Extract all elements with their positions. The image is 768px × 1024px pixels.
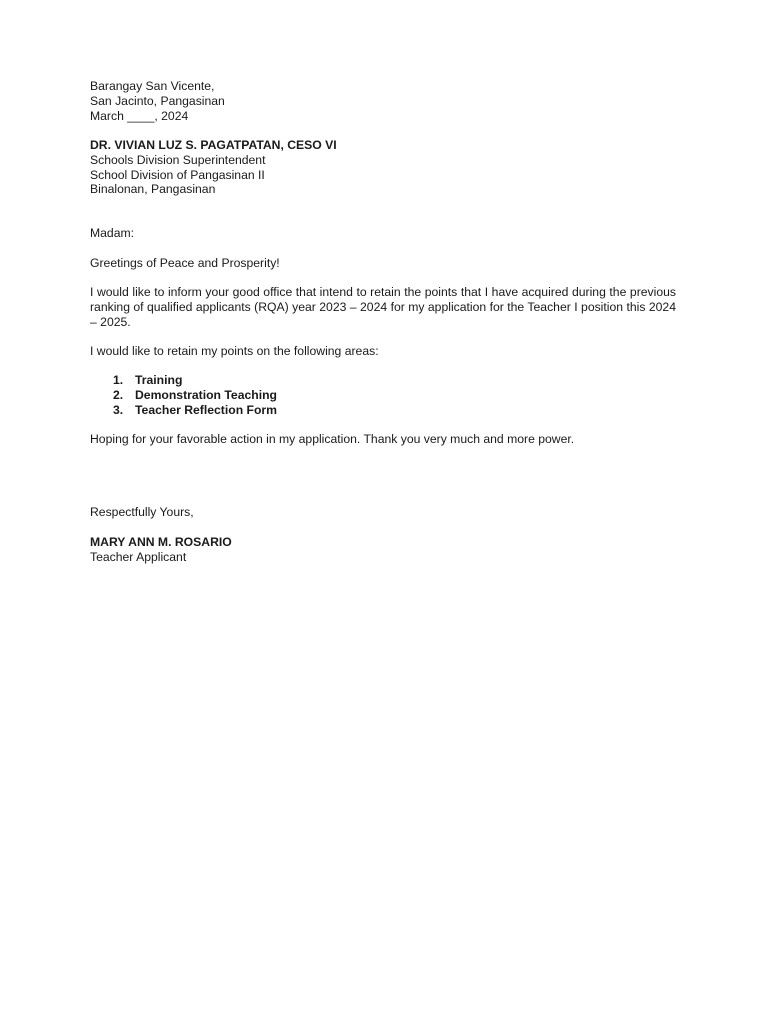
complimentary-close bbox=[90, 505, 676, 520]
list-item-number: 3. bbox=[113, 402, 124, 417]
areas-list bbox=[113, 373, 513, 417]
list-item-number: 2. bbox=[113, 387, 124, 402]
areas-intro bbox=[90, 344, 676, 359]
list-item bbox=[113, 403, 513, 418]
sender-address-line2: San Jacinto, Pangasinan bbox=[90, 93, 225, 108]
signature-block bbox=[90, 535, 676, 565]
closing-paragraph bbox=[90, 432, 676, 447]
sender-address-line1: Barangay San Vicente, bbox=[90, 79, 215, 93]
complimentary-close-text: Respectfully Yours, bbox=[90, 505, 194, 519]
sender-address bbox=[90, 79, 676, 123]
list-item-number: 1. bbox=[113, 373, 124, 387]
recipient-title: Schools Division Superintendent bbox=[90, 152, 266, 167]
list-item-label: Training bbox=[135, 373, 183, 387]
letter-date: March ____, 2024 bbox=[90, 108, 189, 123]
list-item-label: Teacher Reflection Form bbox=[135, 402, 277, 417]
recipient-name: DR. VIVIAN LUZ S. PAGATPATAN, CESO VI bbox=[90, 138, 337, 152]
body-paragraph: I would like to inform your good office that intend to retain the points that I have acquired during the previous ranking of qualified applicants (RQA) year 2023 – 2024 for my application for the Teacher I position this 2024 – 2025. bbox=[90, 285, 676, 329]
recipient-location: Binalonan, Pangasinan bbox=[90, 182, 216, 197]
areas-intro-text: I would like to retain my points on the following areas: bbox=[90, 344, 379, 358]
recipient-office: School Division of Pangasinan II bbox=[90, 167, 265, 182]
greeting bbox=[90, 256, 676, 271]
list-item-label: Demonstration Teaching bbox=[135, 387, 277, 402]
list-item bbox=[113, 373, 513, 388]
closing-paragraph-text: Hoping for your favorable action in my application. Thank you very much and more power. bbox=[90, 432, 575, 446]
signatory-position: Teacher Applicant bbox=[90, 549, 187, 564]
greeting-text: Greetings of Peace and Prosperity! bbox=[90, 256, 280, 270]
recipient-block bbox=[90, 138, 676, 197]
salutation-text: Madam: bbox=[90, 226, 135, 240]
list-item bbox=[113, 388, 513, 403]
signatory-name: MARY ANN M. ROSARIO bbox=[90, 535, 232, 549]
salutation bbox=[90, 226, 676, 241]
